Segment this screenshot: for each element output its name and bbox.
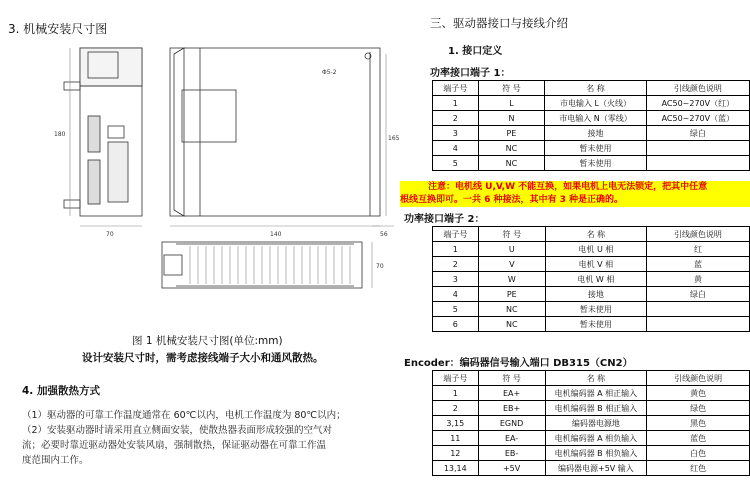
cell: 电机编码器 A 相正输入 (545, 386, 647, 401)
cell: U (478, 242, 545, 257)
table-row (433, 386, 750, 401)
cell: 白色 (647, 446, 750, 461)
power-terminal-2-table (432, 226, 750, 332)
table-row (433, 287, 750, 302)
cell: AC50~270V（红） (646, 96, 749, 111)
cell: 3 (433, 272, 479, 287)
cell: 12 (433, 446, 479, 461)
figure-caption: 图 1 机械安装尺寸图(单位:mm) (132, 335, 283, 347)
power-terminal-2-label: 功率接口端子 2： (404, 214, 485, 225)
cell: 3,15 (433, 416, 479, 431)
warning-banner (400, 181, 750, 207)
cell: 黄色 (647, 386, 750, 401)
header-name: 名 称 (545, 227, 646, 242)
cell: PE (478, 126, 545, 141)
cell: +5V (478, 461, 545, 476)
figure-note: 设计安装尺寸时，需考虑接线端子大小和通风散热。 (82, 352, 324, 364)
cell: 编码器电源地 (545, 416, 647, 431)
header-symbol: 符 号 (478, 371, 545, 386)
cell: 市电输入 L（火线） (545, 96, 646, 111)
cell: 13,14 (433, 461, 479, 476)
table-header-row (433, 371, 750, 386)
section4-title: 4. 加强散热方式 (22, 385, 100, 397)
cell: PE (478, 287, 545, 302)
cell: 1 (433, 96, 479, 111)
cell: 5 (433, 156, 479, 171)
cell: NC (478, 141, 545, 156)
cell: 电机 W 相 (545, 272, 646, 287)
power-terminal-1-label: 功率接口端子 1： (430, 68, 511, 79)
cell: 电机编码器 B 相正输入 (545, 401, 647, 416)
cell: V (478, 257, 545, 272)
cell: NC (478, 156, 545, 171)
cell: 11 (433, 431, 479, 446)
cell: 4 (433, 141, 479, 156)
cell: 编码器电源+5V 输入 (545, 461, 647, 476)
header-terminal: 端子号 (433, 227, 479, 242)
paragraph-2c: 度范围内工作。 (22, 455, 89, 466)
cell: 电机 U 相 (545, 242, 646, 257)
cell: EB+ (478, 401, 545, 416)
interface-definition-title: 1. 接口定义 (448, 46, 503, 57)
cell: 红色 (647, 461, 750, 476)
table-row (433, 302, 750, 317)
header-wire-color: 引线颜色说明 (646, 227, 749, 242)
cell: 黄 (646, 272, 749, 287)
cell: AC50~270V（蓝） (646, 111, 749, 126)
dim-depth-right: 56 (380, 231, 388, 238)
cell: 绿白 (646, 126, 749, 141)
table-row (433, 317, 750, 332)
cell: EB- (478, 446, 545, 461)
cell: 3 (433, 126, 479, 141)
header-wire-color: 引线颜色说明 (647, 371, 750, 386)
dim-height-front: 180 (54, 131, 66, 138)
dim-hole: Φ5-2 (322, 69, 337, 76)
cell: 暂未使用 (545, 302, 646, 317)
table-row (433, 111, 750, 126)
cell: 2 (433, 257, 479, 272)
cell: 黑色 (647, 416, 750, 431)
header-terminal: 端子号 (433, 81, 479, 96)
cell: NC (478, 317, 545, 332)
cell: NC (478, 302, 545, 317)
cell: 电机编码器 A 相负输入 (545, 431, 647, 446)
encoder-table (432, 370, 750, 476)
cell: 绿白 (646, 287, 749, 302)
table-row (433, 96, 750, 111)
section3-title: 3. 机械安装尺寸图 (8, 22, 108, 36)
cell: 电机编码器 B 相负输入 (545, 446, 647, 461)
cell: EGND (478, 416, 545, 431)
header-terminal: 端子号 (433, 371, 479, 386)
table-row (433, 257, 750, 272)
paragraph-1: （1）驱动器的可靠工作温度通常在 60℃以内，电机工作温度为 80℃以内； (22, 410, 346, 421)
cell (646, 156, 749, 171)
cell: 蓝 (646, 257, 749, 272)
section-title: 三、驱动器接口与接线介绍 (430, 16, 568, 30)
dim-width-side: 140 (270, 231, 282, 238)
paragraph-2a: （2）安装驱动器时请采用直立侧面安装，使散热器表面形成较强的空气对 (22, 425, 333, 436)
cell: 暂未使用 (545, 141, 646, 156)
cell (646, 302, 749, 317)
header-wire-color: 引线颜色说明 (646, 81, 749, 96)
cell: 红 (646, 242, 749, 257)
paragraph-2b: 流；必要时靠近驱动器处安装风扇，强制散热，保证驱动器在可靠工作温 (22, 440, 327, 451)
table-row (433, 272, 750, 287)
cell: 1 (433, 242, 479, 257)
cell: 2 (433, 401, 479, 416)
header-name: 名 称 (545, 371, 647, 386)
cell: 1 (433, 386, 479, 401)
cell: 接地 (545, 126, 646, 141)
table-row (433, 156, 750, 171)
table-row (433, 416, 750, 431)
cell: L (478, 96, 545, 111)
cell: 5 (433, 302, 479, 317)
cell: 6 (433, 317, 479, 332)
header-symbol: 符 号 (478, 227, 545, 242)
encoder-label: Encoder：编码器信号输入端口 DB315（CN2） (404, 358, 633, 369)
cell: 蓝色 (647, 431, 750, 446)
cell: 暂未使用 (545, 156, 646, 171)
cell: 绿色 (647, 401, 750, 416)
cell: 市电输入 N（零线） (545, 111, 646, 126)
table-row (433, 141, 750, 156)
side-view-body (170, 48, 380, 216)
table-row (433, 401, 750, 416)
cell (646, 141, 749, 156)
table-row (433, 242, 750, 257)
cell: N (478, 111, 545, 126)
table-header-row (433, 81, 750, 96)
cell: 接地 (545, 287, 646, 302)
cell: 暂未使用 (545, 317, 646, 332)
cell: 2 (433, 111, 479, 126)
table-row (433, 446, 750, 461)
header-name: 名 称 (545, 81, 646, 96)
cell: W (478, 272, 545, 287)
cell: 电机 V 相 (545, 257, 646, 272)
table-row (433, 431, 750, 446)
cell (646, 317, 749, 332)
table-header-row (433, 227, 750, 242)
power-terminal-1-table (432, 80, 750, 171)
cell: 4 (433, 287, 479, 302)
warning-line-1: 注意：电机线 U,V,W 不能互换，如果电机上电无法锁定，把其中任意 (428, 182, 708, 192)
table-row (433, 461, 750, 476)
warning-line-2: 根线互换即可。一共 6 种接法，其中有 3 种是正确的。 (400, 195, 624, 205)
cell: EA+ (478, 386, 545, 401)
mechanical-drawing (50, 30, 400, 330)
dim-width-front: 70 (106, 231, 114, 238)
cell: EA- (478, 431, 545, 446)
dim-height-bottom: 70 (376, 263, 384, 270)
table-row (433, 126, 750, 141)
header-symbol: 符 号 (478, 81, 545, 96)
dim-height-side: 165 (388, 135, 400, 142)
